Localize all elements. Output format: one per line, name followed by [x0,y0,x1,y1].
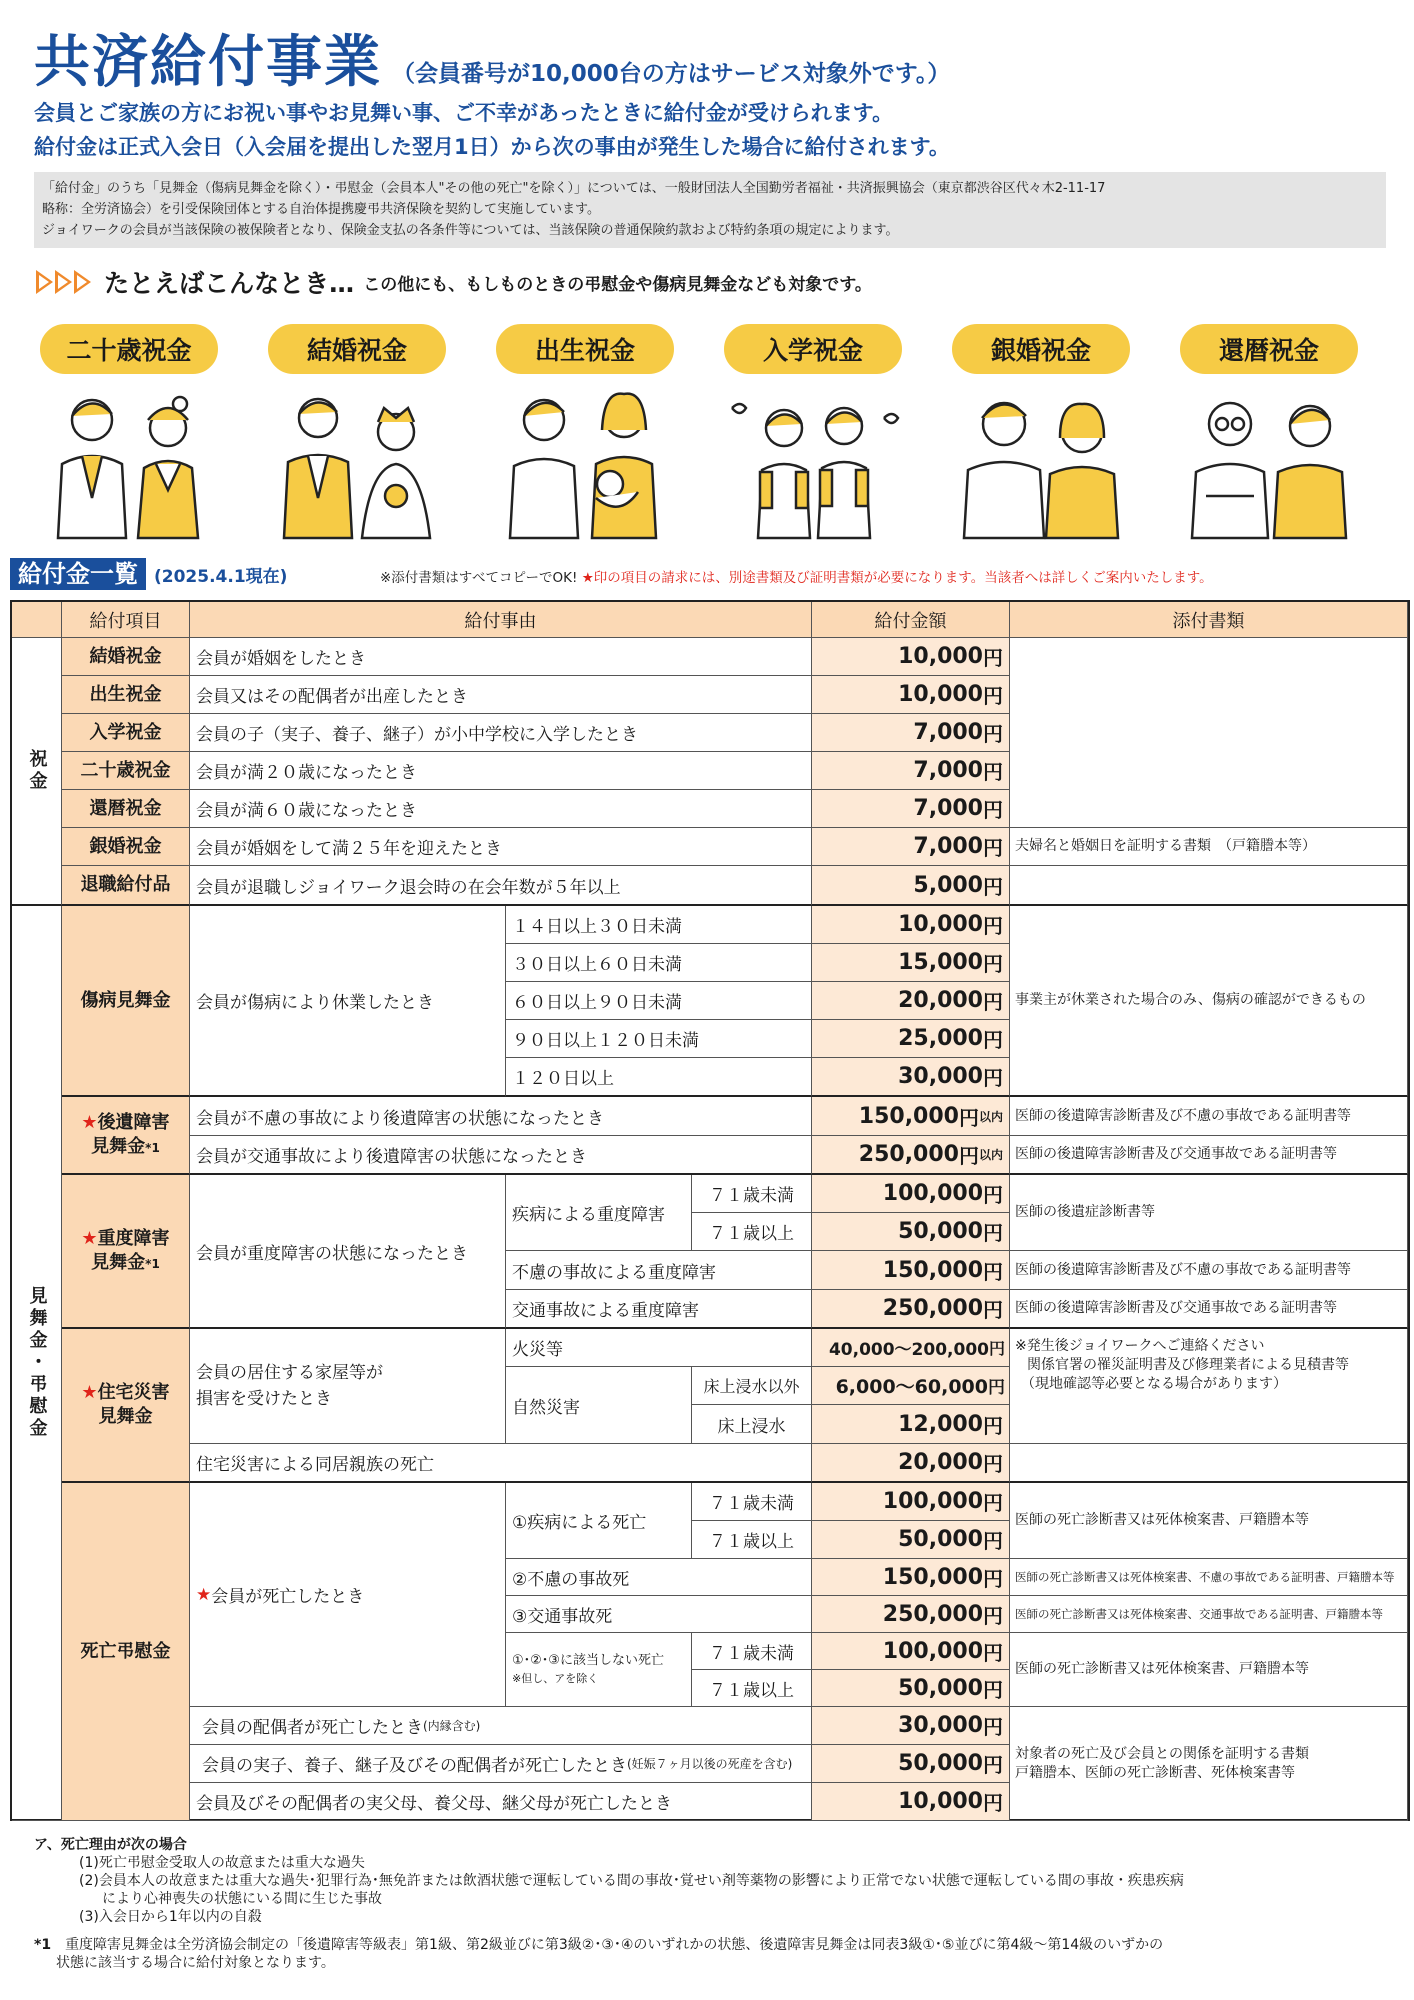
reason-kekkon: 会員が婚姻をしたとき [190,638,812,676]
amount-jutaku-flood: 12,000 円 [812,1405,1010,1444]
amount-koui-2: 250,000 円 以内 [812,1136,1010,1175]
amount-nyugaku: 7,000 円 [812,714,1010,752]
title-note: （会員番号が10,000台の方はサービス対象外です。） [392,61,951,87]
amount-shobyo-2: 15,000 円 [812,944,1010,982]
triangle-arrow-icon [74,270,91,294]
item-shibo: 死亡弔慰金 [62,1483,190,1821]
item-ginkon: 銀婚祝金 [62,828,190,866]
shibo-other-under71: ７１歳未満 [692,1633,812,1670]
period-4: ９０日以上１２０日未満 [506,1020,812,1058]
amount-child: 50,000 円 [812,1745,1010,1783]
doc-jutaku: ※発生後ジョイワークへご連絡ください 関係官署の罹災証明書及び修理業者による見積書等 （現地確認等必要となる場合があります） [1010,1329,1408,1444]
insurance-notice [34,172,1386,248]
item-hatachi: 二十歳祝金 [62,752,190,790]
footnote-a-head: ア、死亡理由が次の場合 [34,1837,187,1853]
lead-line-2: 給付金は正式入会日（入会届を提出した翌月1日）から次の事由が発生した場合に給付されます。 [34,135,950,159]
doc-shibo-family: 対象者の死亡及び会員との関係を証明する書類 戸籍謄本、医師の死亡診断書、死体検案書等 [1010,1707,1408,1821]
card-ginkon [942,322,1140,540]
amount-shobyo-4: 25,000 円 [812,1020,1010,1058]
benefit-table [10,600,1410,1821]
doc-ginkon: 夫婦名と婚姻日を証明する書類 （戸籍謄本等） [1010,828,1408,866]
amount-shobyo-1: 10,000 円 [812,906,1010,944]
reason-parent: 会員及びその配偶者の実父母、養父母、継父母が死亡したとき [190,1783,812,1821]
amount-kekkon: 10,000 円 [812,638,1010,676]
doc-shobyo: 事業主が休業された場合のみ、傷病の確認ができるもの [1010,906,1408,1097]
notice-line-3: ジョイワークの会員が当該保険の被保険者となり、保険金支払の各条件等については、当該保険の普通保険約款および特約条項の規定によります。 [42,223,899,238]
reason-judo: 会員が重度障害の状態になったとき [190,1175,506,1329]
doc-judo-traffic: 医師の後遺障害診断書及び交通事故である証明書等 [1010,1290,1408,1329]
table-title [10,558,1410,590]
amount-shibo-other-o71: 50,000 円 [812,1670,1010,1707]
footnotes [34,1836,1404,1972]
reason-shibo: ★ 会員が死亡したとき [190,1483,506,1707]
judo-accident: 不慮の事故による重度障害 [506,1251,812,1290]
jutaku-natural: 自然災害 [506,1367,692,1444]
notice-line-2: 略称：全労済協会）を引受保険団体とする自治体提携慶弔共済保険を契約して実施しています。 [42,202,600,217]
notice-line-1: 「給付金」のうち「見舞金（傷病見舞金を除く）・弔慰金（会員本人"その他の死亡"を除く）」については、一般財団法人全国勤労者福祉・共済振興協会（東京都渋谷区代々木2-11-17 [42,181,1106,196]
card-kekkon [258,322,456,540]
item-taishoku: 退職給付品 [62,866,190,906]
amount-shibo-other-u71: 100,000 円 [812,1633,1010,1670]
reason-kanreki: 会員が満６０歳になったとき [190,790,812,828]
item-nyugaku: 入学祝金 [62,714,190,752]
judo-illness: 疾病による重度障害 [506,1175,692,1251]
amount-shobyo-3: 20,000 円 [812,982,1010,1020]
amount-hatachi: 7,000 円 [812,752,1010,790]
shibo-illness: ①疾病による死亡 [506,1483,692,1559]
footnote-1: *1 重度障害見舞金は全労済協会制定の「後遺障害等級表」第1級、第2級並びに第3級②･③･④のいずれかの状態、後遺障害見舞金は同表3級①･⑤並びに第4級～第14級のいずかの [34,1937,1164,1953]
amount-kanreki: 7,000 円 [812,790,1010,828]
reason-ginkon: 会員が婚姻をして満２５年を迎えたとき [190,828,812,866]
card-label: 入学祝金 [722,322,904,376]
triangle-arrow-icon [55,270,72,294]
card-label: 二十歳祝金 [38,322,220,376]
card-kanreki [1170,322,1368,540]
card-shussei [486,322,684,540]
card-label: 結婚祝金 [266,322,448,376]
header-reason: 給付事由 [190,602,812,638]
amount-spouse: 30,000 円 [812,1707,1010,1745]
reason-taishoku: 会員が退職しジョイワーク退会時の在会年数が５年以上 [190,866,812,906]
table-note [380,566,1213,586]
period-2: ３０日以上６０日未満 [506,944,812,982]
doc-shibo-accident: 医師の死亡診断書又は死体検案書、不慮の事故である証明書、戸籍謄本等 [1010,1559,1408,1596]
item-shobyo: 傷病見舞金 [62,906,190,1097]
footnote-a3: (3)入会日から1年以内の自殺 [79,1909,262,1925]
doc-taishoku-blank [1010,866,1408,906]
judo-age-over71: ７１歳以上 [692,1213,812,1251]
note-black: ※添付書類はすべてコピーでOK! [380,570,582,586]
period-1: １４日以上３０日未満 [506,906,812,944]
judo-age-under71: ７１歳未満 [692,1175,812,1213]
amount-shibo-o71: 50,000 円 [812,1521,1010,1559]
shibo-accident: ②不慮の事故死 [506,1559,812,1596]
coming-of-age-couple-icon [30,368,228,540]
lead-line-1: 会員とご家族の方にお祝い事やお見舞い事、ご不幸があったときに給付金が受けられます。 [34,101,894,125]
period-3: ６０日以上９０日未満 [506,982,812,1020]
jutaku-above-floor: 床上浸水以外 [692,1367,812,1405]
card-label: 還暦祝金 [1178,322,1360,376]
header-amount: 給付金額 [812,602,1010,638]
footnote-a2b: により心神喪失の状態にいる間に生じた事故 [102,1891,382,1907]
doc-koui-1: 医師の後遺障害診断書及び不慮の事故である証明書等 [1010,1097,1408,1136]
amount-shibo-u71: 100,000 円 [812,1483,1010,1521]
item-kekkon: 結婚祝金 [62,638,190,676]
shibo-age-over71: ７１歳以上 [692,1521,812,1559]
senior-couple-icon [1170,368,1368,540]
header-docs: 添付書類 [1010,602,1408,638]
amount-shibo-accident: 150,000 円 [812,1559,1010,1596]
triangle-arrow-icon [36,270,53,294]
category-iwai: 祝金 [12,638,62,906]
example-heading [36,264,1396,300]
amount-shussei: 10,000 円 [812,676,1010,714]
amount-jutaku-fire: 40,000～200,000 円 [812,1329,1010,1367]
card-label: 出生祝金 [494,322,676,376]
amount-shobyo-5: 30,000 円 [812,1058,1010,1097]
doc-shibo-illness: 医師の死亡診断書又は死体検案書、戸籍謄本等 [1010,1483,1408,1559]
item-judo: ★重度障害 見舞金*1 [62,1175,190,1329]
reason-shussei: 会員又はその配偶者が出産したとき [190,676,812,714]
doc-iwai-blank [1010,638,1408,828]
amount-jutaku-death: 20,000 円 [812,1444,1010,1483]
shibo-age-under71: ７１歳未満 [692,1483,812,1521]
item-jutaku: ★住宅災害 見舞金 [62,1329,190,1483]
judo-traffic: 交通事故による重度障害 [506,1290,812,1329]
shibo-traffic: ③交通事故死 [506,1596,812,1633]
footnote-a2: (2)会員本人の故意または重大な過失･犯罪行為･無免許または飲酒状態で運転している間の事故･覚せい剤等薬物の影響により正常でない状態で運転している間の事故・疾患疾病 [79,1873,1184,1889]
amount-parent: 10,000 円 [812,1783,1010,1821]
amount-judo-accident: 150,000 円 [812,1251,1010,1290]
amount-ginkon: 7,000 円 [812,828,1010,866]
reason-jutaku-death: 住宅災害による同居親族の死亡 [190,1444,812,1483]
shibo-other: ①･②･③に該当しない死亡 ※但し、アを除く [506,1633,692,1707]
reason-jutaku: 会員の居住する家屋等が 損害を受けたとき [190,1329,506,1444]
card-label: 銀婚祝金 [950,322,1132,376]
doc-shibo-traffic: 医師の死亡診断書又は死体検案書、交通事故である証明書、戸籍謄本等 [1010,1596,1408,1633]
wedding-couple-icon [258,368,456,540]
item-kanreki: 還暦祝金 [62,790,190,828]
doc-judo-accident: 医師の後遺障害診断書及び不慮の事故である証明書等 [1010,1251,1408,1290]
reason-spouse: 会員の配偶者が死亡したとき (内縁含む) [190,1707,812,1745]
reason-hatachi: 会員が満２０歳になったとき [190,752,812,790]
doc-shibo-other: 医師の死亡診断書又は死体検案書、戸籍謄本等 [1010,1633,1408,1707]
reason-nyugaku: 会員の子（実子、養子、継子）が小中学校に入学したとき [190,714,812,752]
doc-judo-illness: 医師の後遺症診断書等 [1010,1175,1408,1251]
married-couple-icon [942,368,1140,540]
school-children-icon [714,368,912,540]
footnote-a1: (1)死亡弔慰金受取人の故意または重大な過失 [79,1855,365,1871]
card-nyugaku [714,322,912,540]
amount-jutaku-above: 6,000～60,000 円 [812,1367,1010,1405]
table-label: 給付金一覧 [10,558,146,590]
item-koui: ★後遺障害 見舞金*1 [62,1097,190,1175]
doc-jutaku-death-blank [1010,1444,1408,1483]
footnote-1b: 状態に該当する場合に給付対象となります。 [56,1955,335,1971]
table-date: (2025.4.1現在) [154,566,288,587]
jutaku-flood: 床上浸水 [692,1405,812,1444]
amount-taishoku: 5,000 円 [812,866,1010,906]
reason-koui-1: 会員が不慮の事故により後遺障害の状態になったとき [190,1097,812,1136]
item-shussei: 出生祝金 [62,676,190,714]
occasion-cards [30,322,1380,540]
amount-judo-u71: 100,000 円 [812,1175,1010,1213]
amount-judo-traffic: 250,000 円 [812,1290,1010,1329]
doc-koui-2: 医師の後遺障害診断書及び交通事故である証明書等 [1010,1136,1408,1175]
header-blank [12,602,62,638]
reason-child: 会員の実子、養子、継子及びその配偶者が死亡したとき (妊娠７ヶ月以後の死産を含む) [190,1745,812,1783]
parents-with-baby-icon [486,368,684,540]
amount-shibo-traffic: 250,000 円 [812,1596,1010,1633]
page-header [34,18,1394,98]
amount-koui-1: 150,000 円 以内 [812,1097,1010,1136]
note-red: ★印の項目の請求には、別途書類及び証明書類が必要になります。当該者へは詳しくご案内いたします。 [581,570,1213,586]
jutaku-fire: 火災等 [506,1329,812,1367]
period-5: １２０日以上 [506,1058,812,1097]
page-title: 共済給付事業 [34,30,382,95]
category-mimai: 見舞金・弔慰金 [12,906,62,1821]
amount-judo-o71: 50,000 円 [812,1213,1010,1251]
header-item: 給付項目 [62,602,190,638]
lead-text [34,96,1394,164]
example-main: たとえばこんなとき… [104,269,355,298]
card-hatachi [30,322,228,540]
reason-shobyo: 会員が傷病により休業したとき [190,906,506,1097]
reason-koui-2: 会員が交通事故により後遺障害の状態になったとき [190,1136,812,1175]
shibo-other-over71: ７１歳以上 [692,1670,812,1707]
example-sub: この他にも、もしものときの弔慰金や傷病見舞金なども対象です。 [363,274,872,295]
